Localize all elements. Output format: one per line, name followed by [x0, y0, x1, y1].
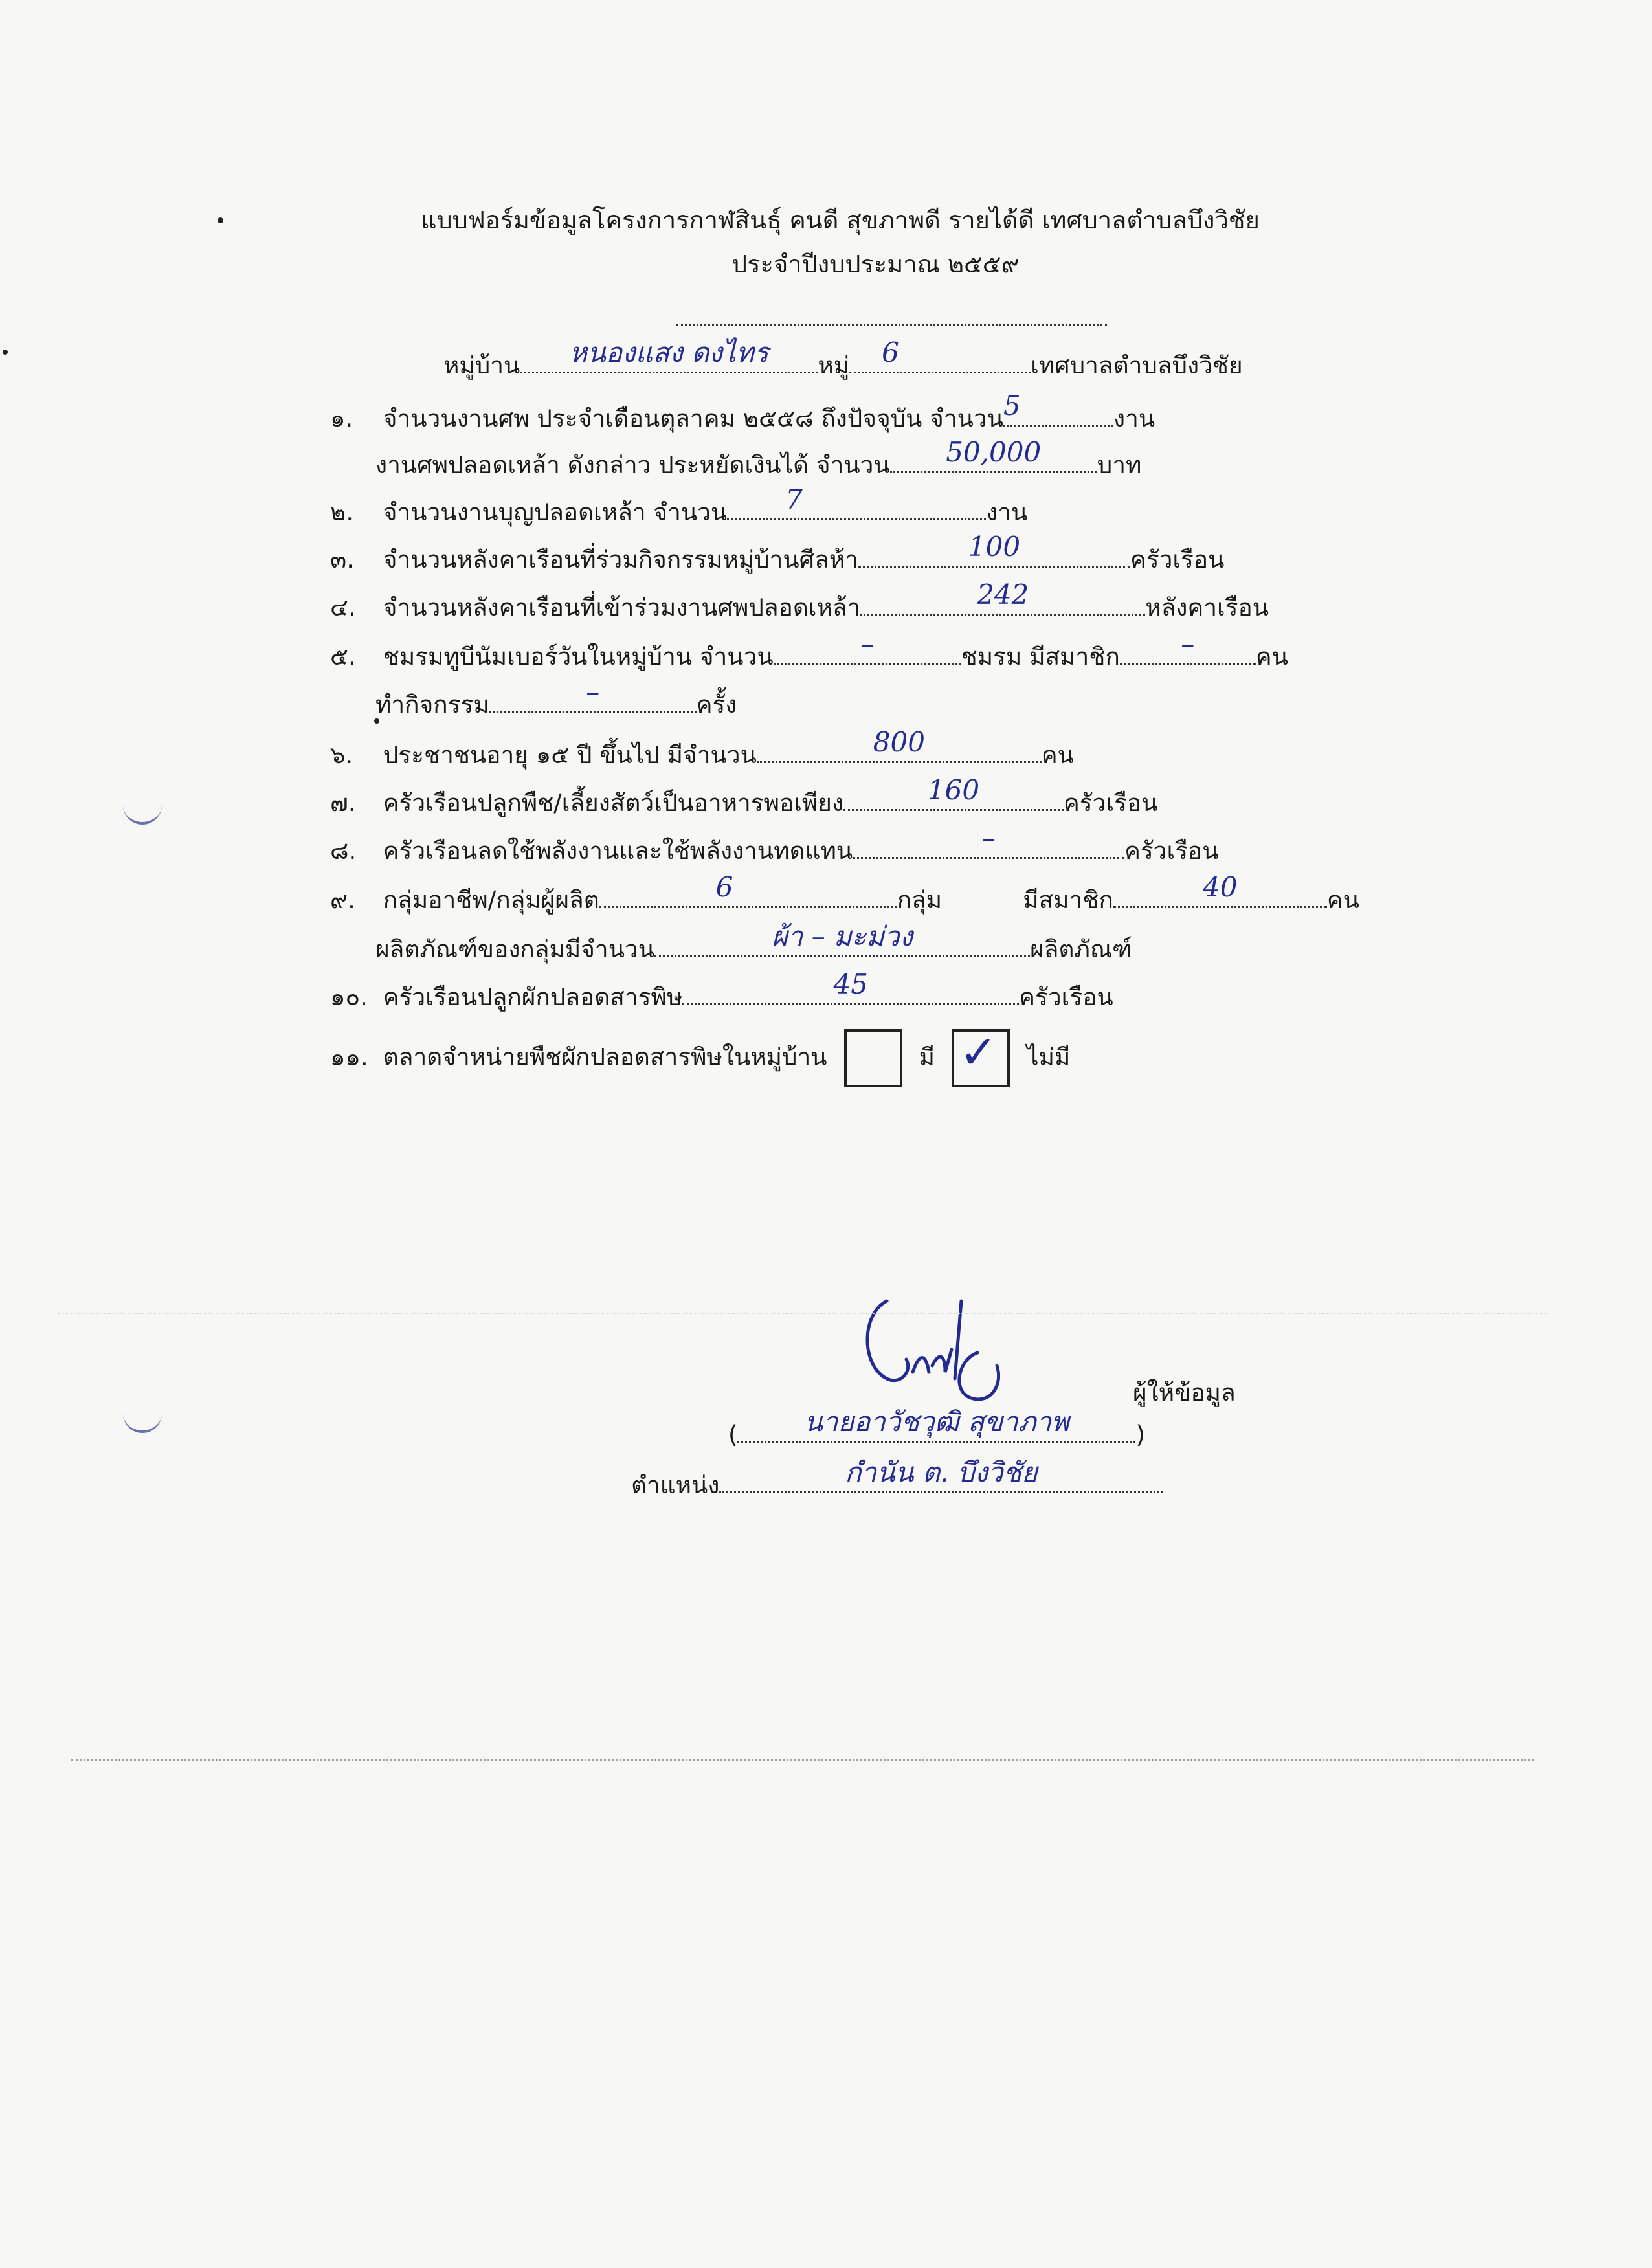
handwritten-signature	[848, 1288, 1016, 1418]
item-2-row	[330, 484, 1028, 529]
item-8-number: ๘.	[330, 837, 357, 865]
item-2-value: 7	[785, 484, 803, 515]
item-3-text: จำนวนหลังคาเรือนที่ร่วมกิจกรรมหมู่บ้านศีลห้า	[383, 546, 858, 573]
item-1-value-a: 5	[1003, 390, 1021, 421]
item-5-text-c: ทำกิจกรรม	[375, 691, 489, 718]
signature-name-value: นายอาวัชวุฒิ สุขาภาพ	[804, 1406, 1069, 1438]
item-1-number: ๑.	[330, 405, 353, 432]
hole-punch-mark-bottom	[123, 1392, 162, 1433]
item-10-unit: ครัวเรือน	[1019, 983, 1113, 1011]
item-9-row-b	[375, 920, 1132, 966]
item-9-unit-a: กลุ่ม	[897, 886, 943, 914]
item-9-text-c: ผลิตภัณฑ์ของกลุ่มมีจำนวน	[375, 935, 655, 963]
item-3-value: 100	[968, 531, 1021, 562]
item-5-row-a	[330, 628, 1288, 673]
item-6-row	[330, 726, 1074, 772]
item-1-unit-b: บาท	[1097, 451, 1142, 479]
form-title: แบบฟอร์มข้อมูลโครงการกาฬสินธุ์ คนดี สุขภาพดี รายได้ดี เทศบาลตำบลบึงวิชัย	[421, 206, 1260, 234]
item-6-unit: คน	[1041, 741, 1074, 769]
item-11-number: ๑๑.	[330, 1043, 368, 1071]
item-2-number: ๒.	[330, 498, 354, 526]
item-9-mid: มีสมาชิก	[1023, 886, 1113, 914]
item-4-unit: หลังคาเรือน	[1145, 594, 1269, 621]
item-5-text-a: ชมรมทูบีนัมเบอร์วันในหมู่บ้าน จำนวน	[383, 643, 774, 671]
item-8-value: –	[981, 822, 996, 854]
item-11-row	[330, 1026, 1071, 1087]
item-5-field-a[interactable]	[774, 628, 961, 665]
hole-punch-mark-top	[123, 783, 162, 825]
item-1-text-a: จำนวนงานศพ ประจำเดือนตุลาคม ๒๕๕๘ ถึงปัจจุบัน จำนวน	[383, 405, 1003, 432]
scan-dot-left	[3, 350, 8, 355]
open-paren: (	[728, 1421, 738, 1449]
item-9-text-a: กลุ่มอาชีพ/กลุ่มผู้ผลิต	[383, 886, 599, 914]
signature-role-label: ผู้ให้ข้อมูล	[1133, 1379, 1236, 1406]
item-9-value-c: ผ้า – มะม่วง	[772, 920, 913, 952]
market-no-checkbox[interactable]	[952, 1026, 1010, 1087]
village-label: หมู่บ้าน	[443, 351, 520, 379]
item-2-field[interactable]	[727, 484, 986, 520]
municipality-label: เทศบาลตำบลบึงวิชัย	[1031, 351, 1243, 379]
market-no-label: ไม่มี	[1026, 1043, 1071, 1071]
item-5-value-c: –	[586, 676, 600, 707]
checkmark-icon: ✓	[959, 1026, 998, 1079]
item-1-text-b: งานศพปลอดเหล้า ดังกล่าว ประหยัดเงินได้ จำนวน	[375, 451, 890, 479]
item-7-unit: ครัวเรือน	[1064, 789, 1158, 817]
item-9-unit-c: ผลิตภัณฑ์	[1030, 935, 1132, 963]
item-7-value: 160	[927, 774, 980, 806]
item-8-row	[330, 822, 1219, 867]
item-5-field-b[interactable]	[1120, 628, 1256, 665]
close-paren: )	[1135, 1421, 1145, 1449]
village-field[interactable]	[520, 337, 818, 373]
title-separator	[676, 324, 1107, 326]
moo-label: หมู่	[818, 351, 850, 379]
item-7-row	[330, 774, 1158, 819]
item-3-row	[330, 531, 1225, 576]
scan-faint-line	[58, 1313, 1547, 1314]
moo-field[interactable]	[849, 337, 1031, 373]
signature-position-row	[631, 1456, 1163, 1502]
item-2-text: จำนวนงานบุญปลอดเหล้า จำนวน	[383, 498, 728, 526]
signature-name-field[interactable]	[737, 1406, 1135, 1443]
item-4-row	[330, 579, 1269, 624]
item-5-row-b	[375, 676, 737, 721]
signature-name-row	[728, 1406, 1145, 1451]
item-6-number: ๖.	[330, 741, 353, 769]
item-10-text: ครัวเรือนปลูกผักปลอดสารพิษ	[383, 983, 683, 1011]
item-5-number: ๕.	[330, 643, 356, 671]
item-8-text: ครัวเรือนลดใช้พลังงานและใช้พลังงานทดแทน	[383, 837, 853, 865]
item-9-value-a: 6	[715, 871, 733, 903]
item-4-field[interactable]	[860, 579, 1145, 616]
item-7-number: ๗.	[330, 789, 356, 817]
item-5-field-c[interactable]	[489, 676, 697, 713]
item-10-field[interactable]	[682, 968, 1019, 1005]
item-6-value: 800	[873, 726, 925, 758]
position-value: กำนัน ต. บึงวิชัย	[845, 1456, 1038, 1488]
item-1-value-b: 50,000	[946, 436, 1042, 468]
item-1-row-b	[375, 436, 1142, 482]
item-9-row-a	[330, 871, 1359, 917]
item-4-value: 242	[977, 579, 1029, 610]
item-1-unit-a: งาน	[1113, 405, 1155, 432]
item-3-number: ๓.	[330, 546, 355, 573]
item-2-unit: งาน	[986, 498, 1028, 526]
item-9-field-b[interactable]	[1113, 871, 1327, 908]
item-8-unit: ครัวเรือน	[1124, 837, 1219, 865]
item-9-number: ๙.	[330, 886, 355, 914]
item-5-mid: ชมรม มีสมาชิก	[961, 643, 1120, 671]
item-10-value: 45	[833, 968, 868, 1000]
item-1-row-a	[330, 390, 1155, 435]
item-6-text: ประชาชนอายุ ๑๕ ปี ขึ้นไป มีจำนวน	[383, 741, 757, 769]
item-3-field[interactable]	[858, 531, 1130, 568]
scan-dot-small	[374, 718, 379, 724]
item-9-unit-b: คน	[1326, 886, 1359, 914]
moo-value: 6	[882, 337, 899, 368]
item-10-number: ๑๐.	[330, 983, 368, 1011]
item-6-field[interactable]	[757, 726, 1042, 763]
item-5-value-a: –	[860, 628, 875, 660]
item-5-unit-c: ครั้ง	[696, 691, 737, 718]
item-7-text: ครัวเรือนปลูกพืช/เลี้ยงสัตว์เป็นอาหารพอเพียง	[383, 789, 844, 817]
position-field[interactable]	[719, 1456, 1163, 1493]
item-9-field-c[interactable]	[654, 920, 1030, 957]
item-9-value-b: 40	[1203, 871, 1238, 903]
position-label: ตำแหน่ง	[631, 1471, 720, 1499]
item-4-number: ๔.	[330, 594, 356, 621]
item-5-value-b: –	[1181, 628, 1195, 660]
village-value: หนองแสง ดงไทร	[569, 337, 769, 368]
item-1-field-b[interactable]	[890, 436, 1097, 473]
item-7-field[interactable]	[843, 774, 1064, 811]
item-9-field-a[interactable]	[599, 871, 897, 908]
market-yes-checkbox[interactable]	[844, 1029, 902, 1087]
scan-edge-line	[71, 1759, 1534, 1761]
item-1-field-a[interactable]	[1003, 390, 1113, 427]
item-4-text: จำนวนหลังคาเรือนที่เข้าร่วมงานศพปลอดเหล้า	[383, 594, 861, 621]
item-10-row	[330, 968, 1113, 1014]
item-3-unit: ครัวเรือน	[1130, 546, 1225, 573]
item-8-field[interactable]	[853, 822, 1124, 859]
form-subtitle: ประจำปีงบประมาณ ๒๕๕๙	[731, 250, 1020, 278]
item-11-text: ตลาดจำหน่ายพืชผักปลอดสารพิษในหมู่บ้าน	[383, 1043, 827, 1071]
village-row	[443, 337, 1243, 382]
market-yes-label: มี	[919, 1043, 935, 1071]
scan-dot	[218, 217, 223, 223]
item-5-unit-b: คน	[1255, 643, 1288, 671]
